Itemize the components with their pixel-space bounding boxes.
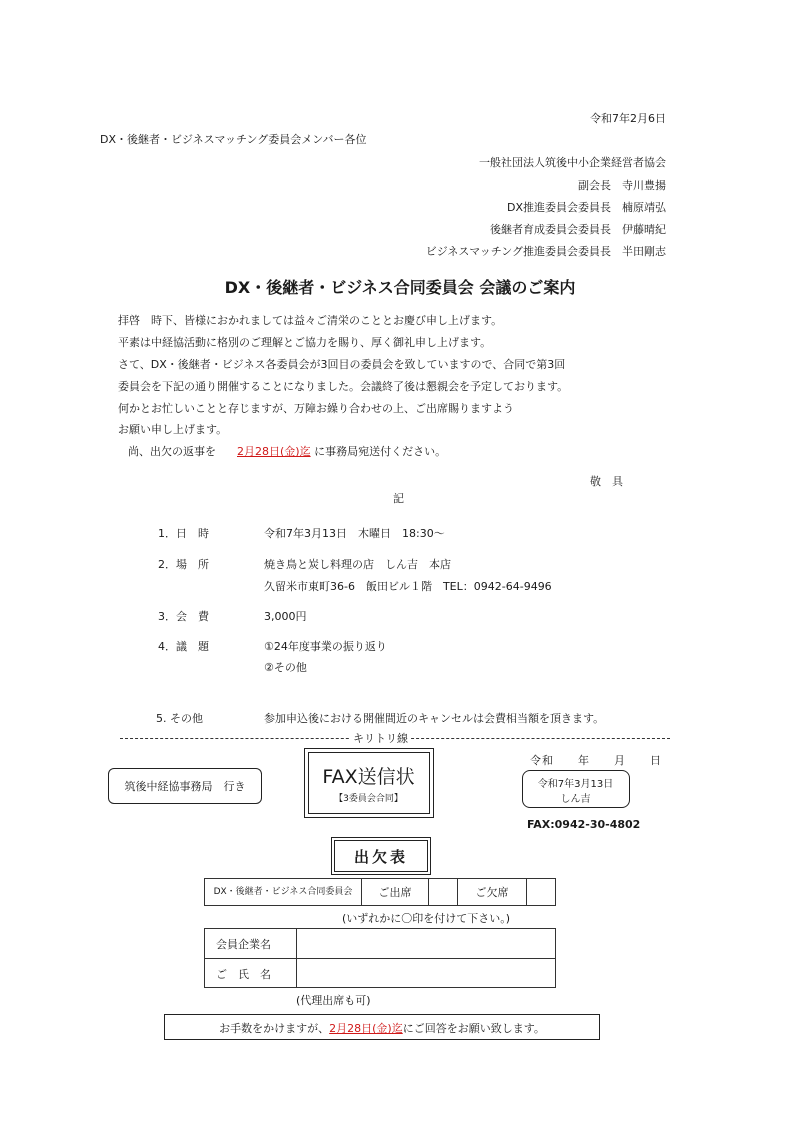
document-date: 令和7年2月6日 — [590, 112, 666, 125]
fax-title-box — [308, 752, 430, 814]
item-value-agenda-2: ②その他 — [264, 661, 307, 674]
person-name-field[interactable] — [300, 962, 552, 986]
item-label-other: 5. その他 — [156, 712, 203, 725]
item-value-other: 参加申込後における開催間近のキャンセルは会費相当額を頂きます。 — [264, 712, 605, 725]
item-label-datetime: 1．日 時 — [158, 527, 209, 540]
person-name-label: ご 氏 名 — [216, 968, 271, 981]
body-paragraph-1: 拝啓 時下、皆様におかれましては益々ご清栄のこととお慶び申し上げます。 — [118, 314, 503, 327]
fax-title: FAX送信状 — [322, 766, 415, 788]
body-paragraph-3d: お願い申し上げます。 — [118, 423, 228, 436]
reply-deadline-suffix: に事務局宛送付ください。 — [314, 445, 447, 458]
item-value-place-name: 焼き鳥と炭し料理の店 しん吉 本店 — [264, 558, 451, 571]
attend-mark-cell[interactable] — [428, 878, 458, 906]
absent-label: ご欠席 — [475, 886, 509, 899]
proxy-note: (代理出席も可) — [296, 994, 371, 1007]
fax-subtitle: 【3委員会合同】 — [334, 794, 403, 804]
member-details-divider — [204, 958, 556, 959]
item-value-agenda-1: ①24年度事業の振り返り — [264, 640, 387, 653]
committee-name: DX・後継者・ビジネス合同委員会 — [213, 886, 353, 897]
item-value-fee: 3,000円 — [264, 610, 307, 623]
attendance-form-title: 出欠表 — [353, 847, 408, 866]
ki-heading: 記 — [393, 492, 404, 505]
attendance-instruction: (いずれかに〇印を付けて下さい。) — [342, 912, 511, 925]
meeting-info-box — [522, 770, 630, 808]
attend-label-cell — [361, 878, 429, 906]
sender-vice-chair: 副会長 寺川豊揚 — [578, 179, 666, 192]
reply-deadline-prefix: 尚、出欠の返事を — [128, 445, 216, 458]
reply-deadline-line — [128, 443, 446, 459]
company-name-field[interactable] — [300, 932, 552, 956]
sender-dx-chair: DX推進委員会委員長 楠原靖弘 — [506, 201, 666, 214]
fax-number: FAX:0942-30-4802 — [527, 818, 641, 831]
page-title: DX・後継者・ビジネス合同委員会 会議のご案内 — [224, 278, 576, 297]
attend-label: ご出席 — [378, 886, 412, 899]
body-paragraph-3b: 委員会を下記の通り開催することになりました。会議終了後は懇親会を予定しております。 — [118, 380, 569, 393]
body-paragraph-3c: 何かとお忙しいことと存じますが、万障お繰り合わせの上、ご出席賜りますよう — [118, 402, 514, 415]
footer-request-deadline: 2月28日(金)迄 — [329, 1022, 403, 1035]
sender-successor-chair: 後継者育成委員会委員長 伊藤晴紀 — [490, 223, 666, 236]
footer-request-box — [164, 1014, 600, 1040]
sender-organization: 一般社団法人筑後中小企業経営者協会 — [479, 156, 666, 169]
body-paragraph-2: 平素は中経協活動に格別のご理解とご協力を賜り、厚く御礼申し上げます。 — [118, 336, 492, 349]
item-label-place: 2．場 所 — [158, 558, 209, 571]
attendance-form-title-box — [334, 840, 428, 872]
item-label-fee: 3．会 費 — [158, 610, 209, 623]
reply-deadline-date: 2月28日(金)迄 — [237, 445, 311, 458]
closing-keigu: 敬 具 — [590, 475, 623, 488]
reply-date-blank: 令和 年 月 日 — [530, 754, 662, 767]
item-label-agenda: 4．議 題 — [158, 640, 209, 653]
company-name-label: 会員企業名 — [216, 938, 271, 951]
cut-line-label: キリトリ線 — [350, 730, 411, 746]
item-value-datetime: 令和7年3月13日 木曜日 18:30～ — [264, 527, 445, 540]
recipient-line: DX・後継者・ビジネスマッチング委員会メンバー各位 — [100, 133, 367, 146]
sender-matching-chair: ビジネスマッチング推進委員会委員長 半田剛志 — [425, 245, 666, 258]
absent-label-cell — [457, 878, 527, 906]
meeting-info-date: 令和7年3月13日 — [537, 779, 614, 790]
body-paragraph-3a: さて、DX・後継者・ビジネス各委員会が3回目の委員会を致していますので、合同で第3回 — [118, 358, 566, 371]
item-value-place-address: 久留米市東町36-6 飯田ビル１階 TEL：0942-64-9496 — [264, 580, 552, 593]
absent-mark-cell[interactable] — [526, 878, 556, 906]
committee-cell — [204, 878, 362, 906]
meeting-info-place: しん吉 — [560, 794, 591, 805]
member-details-column-divider — [296, 928, 297, 988]
footer-request-prefix: お手数をかけますが、 — [219, 1022, 330, 1035]
footer-request-suffix: にご回答をお願い致します。 — [402, 1022, 545, 1035]
fax-recipient-box — [108, 768, 262, 804]
fax-recipient-label: 筑後中経協事務局 行き — [124, 780, 246, 793]
